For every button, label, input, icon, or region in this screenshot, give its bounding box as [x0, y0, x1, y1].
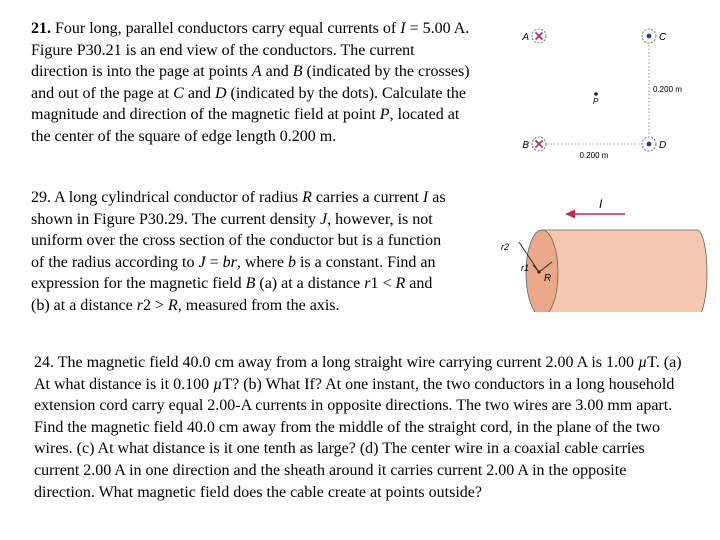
cylinder-end-face — [526, 230, 558, 312]
var-J: J — [198, 253, 206, 271]
text-segment: and — [183, 84, 215, 102]
text-segment: , where — [236, 253, 288, 271]
var-B: B — [292, 63, 303, 81]
label-A: A — [522, 32, 529, 43]
text-segment: and (b) at a distance — [31, 275, 433, 314]
dim-vertical-label: 0.200 m — [653, 85, 682, 94]
text-segment: and — [261, 63, 293, 81]
figure-p30-29 — [495, 192, 715, 312]
var-J: J — [320, 210, 328, 228]
label-C: C — [659, 32, 667, 43]
label-current-I: I — [599, 197, 603, 211]
text-segment: = 5.00 A. Figure P30.21 is an end view of the conductors. The current direction is into the page at points — [31, 20, 470, 81]
var-R: R — [168, 296, 178, 314]
var-br: br — [222, 253, 237, 271]
dot-icon — [647, 34, 652, 39]
var-R: R — [395, 275, 406, 293]
figure-p30-21 — [510, 18, 715, 168]
cross-conductor-A — [532, 29, 546, 43]
var-P: P — [379, 106, 390, 124]
text-segment: T? (b) What If? At one instant, the two conductors in a long household extension cord carry equal 2.00-A currents in opposite directions. The two wires are 3.00 mm apart. Find the magnetic field 40.0 cm away from the middle of the straight cord, in the plane of the two wires. (c) At what distance is it one tenth as large? (d) The center wire in a coaxial cable carries current 2.00 A in one direction and the sheath around it carries current 2.00 A in the opposite direction. What magnetic field does the cable create at points outside? — [34, 375, 675, 501]
text-segment: (a) at a distance — [255, 275, 365, 293]
var-r2: r — [136, 296, 143, 314]
var-D: D — [214, 84, 227, 102]
cross-icon — [536, 141, 543, 148]
dot-conductor-D — [642, 137, 656, 151]
mu-symbol: µ — [638, 354, 648, 371]
text-segment: T. (a) At what distance is it 0.100 — [34, 354, 682, 393]
current-arrow — [565, 210, 625, 219]
text-segment: 29. A long cylindrical conductor of radius — [31, 189, 303, 206]
var-I: I — [400, 20, 406, 37]
var-I: I — [422, 189, 429, 206]
text-segment: 1 < — [370, 275, 396, 293]
cross-icon — [536, 33, 543, 40]
label-R: R — [544, 273, 552, 284]
label-B: B — [522, 140, 529, 151]
text-segment: (indicated by the dots). Calculate the magnitude and direction of the magnetic field at point — [31, 84, 466, 124]
text-segment: (indicated by the crosses) and out of the page at — [31, 63, 470, 102]
problem-29-text — [31, 187, 446, 317]
label-D: D — [659, 140, 667, 151]
label-r1: r1 — [521, 263, 530, 273]
problem-24-text — [34, 352, 684, 503]
text-segment: , measured from the axis. — [177, 296, 340, 314]
arrowhead-icon — [565, 210, 575, 219]
var-A: A — [251, 63, 262, 81]
problem-21-text — [31, 18, 471, 148]
var-B: B — [245, 275, 256, 293]
text-segment: as shown in Figure P30.29. The current density — [31, 189, 446, 228]
var-C: C — [173, 84, 184, 102]
cross-conductor-B — [532, 137, 546, 151]
cylinder-body — [542, 230, 707, 312]
problem-number: 21. — [31, 20, 51, 37]
text-segment: Four long, parallel conductors carry equal currents of — [51, 20, 401, 37]
text-segment: , located at the center of the square of edge length 0.200 m. — [31, 106, 460, 145]
text-segment: is a constant. Find an expression for the magnetic field — [31, 253, 436, 293]
text-segment: , however, is not uniform over the cross section of the conductor but is a function of the radius according to — [31, 210, 442, 271]
label-P: P — [593, 97, 599, 106]
dot-conductor-C — [642, 29, 656, 43]
point-P — [594, 92, 598, 96]
var-b: b — [287, 253, 296, 271]
var-r1: r — [364, 275, 371, 293]
text-segment: carries a current — [311, 189, 423, 206]
dim-horizontal-label: 0.200 m — [579, 151, 609, 160]
text-segment: 2 > — [142, 296, 168, 314]
mu-symbol: µ — [213, 375, 223, 393]
text-segment: 24. The magnetic field 40.0 cm away from a long straight wire carrying current 2.00 A is 1.00 — [34, 354, 638, 371]
text-segment: = — [205, 253, 223, 271]
var-R: R — [302, 189, 312, 206]
label-r2: r2 — [501, 242, 510, 252]
dot-icon — [647, 142, 652, 147]
